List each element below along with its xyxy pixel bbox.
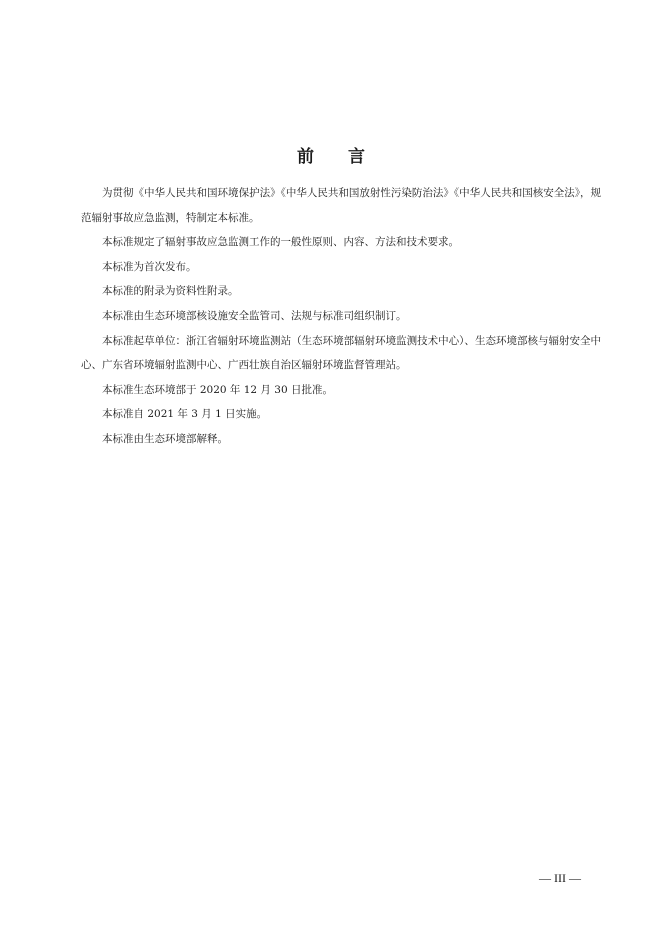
- paragraph-purpose: 为贯彻《中华人民共和国环境保护法》《中华人民共和国放射性污染防治法》《中华人民共和国核安全法》，规范辐射事故应急监测，特制定本标准。: [81, 187, 601, 224]
- paragraph-approval: 本标准生态环境部于 2020 年 12 月 30 日批准。: [102, 383, 333, 396]
- paragraph-effective-date: 本标准自 2021 年 3 月 1 日实施。: [102, 408, 268, 421]
- page-number: — III —: [539, 871, 581, 885]
- paragraph-scope: 本标准规定了辐射事故应急监测工作的一般性原则、内容、方法和技术要求。: [102, 236, 459, 249]
- paragraph-first-release: 本标准为首次发布。: [102, 260, 197, 273]
- preface-body: [81, 181, 601, 452]
- paragraph-appendix: 本标准的附录为资料性附录。: [102, 285, 239, 298]
- paragraph-organizer: 本标准由生态环境部核设施安全监管司、法规与标准司组织制订。: [102, 309, 407, 322]
- paragraph-drafting-units: 本标准起草单位：浙江省辐射环境监测站（生态环境部辐射环境监测技术中心）、生态环境部核与辐射安全中心、广东省环境辐射监测中心、广西壮族自治区辐射环境监督管理站。: [81, 334, 601, 372]
- paragraph-interpretation: 本标准由生态环境部解释。: [102, 432, 228, 445]
- page-title: 前 言: [297, 147, 379, 167]
